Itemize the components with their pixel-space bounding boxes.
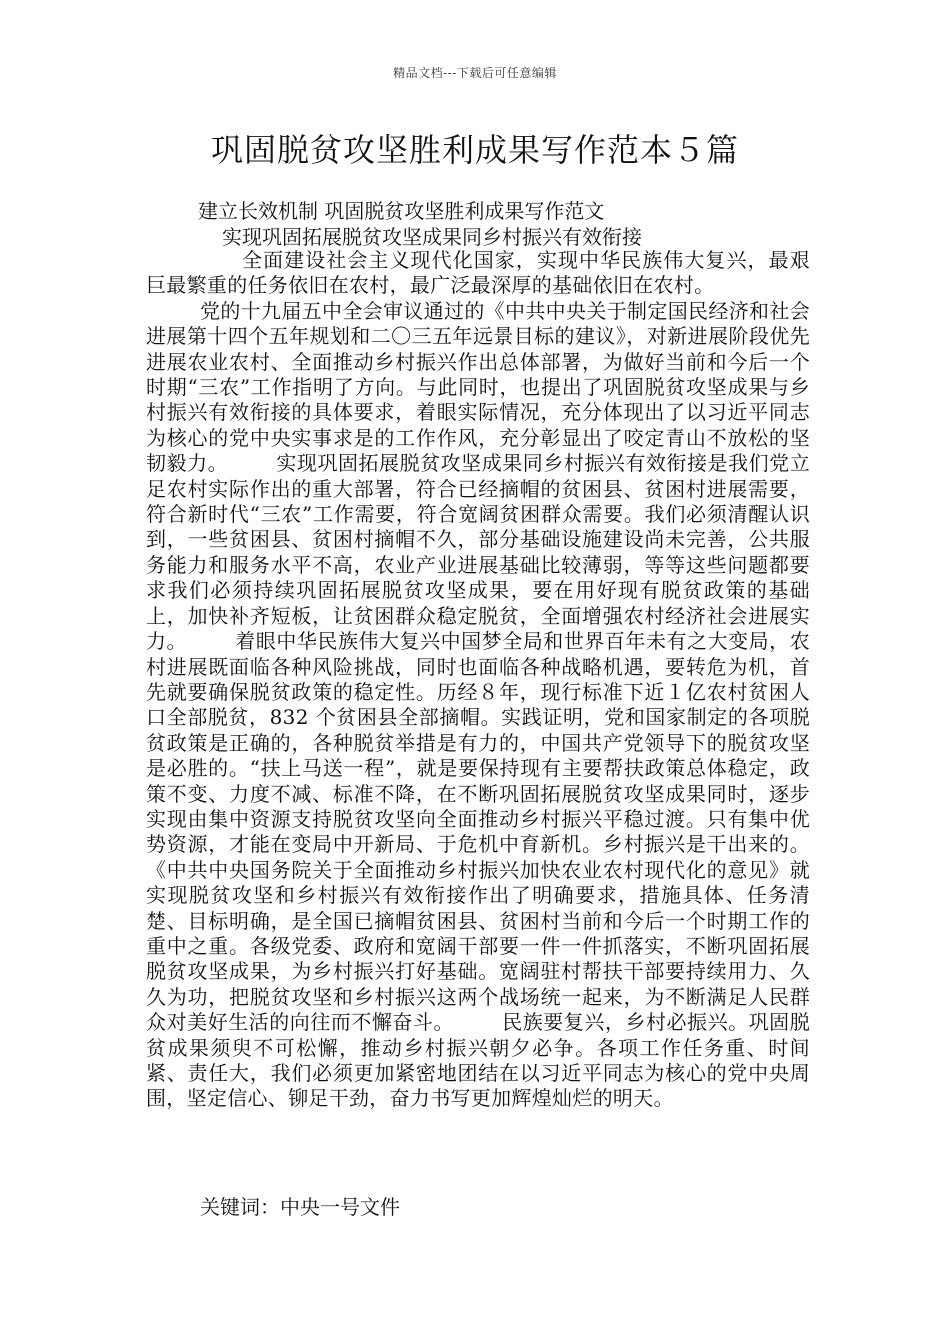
paragraph-main-part-2: 实现巩固拓展脱贫攻坚成果同乡村振兴有效衔接是我们党立足农村实际作出的重大部署，符合已经摘帽的贫困县、贫困村进展需要，符合新时代“三农”工作需要，符合宽阔贫困群众需要。我们必须清醒认识到，一些贫困县、贫困村摘帽不久，部分基础设施建设尚未完善，公共服务能力和服务水平不高，农业产业进展基础比较薄弱，等等这些问题都要求我们必须持续巩固拓展脱贫攻坚成果，要在用好现有脱贫政策的基础上，加快补齐短板，让贫困群众稳定脱贫，全面增强农村经济社会进展实力。 [146,451,810,654]
paragraph-main-part-4: 民族要复兴，乡村必振兴。巩固脱贫成果须臾不可松懈，推动乡村振兴朝夕必争。各项工作任务重、时间紧、责任大，我们必须更加紧密地团结在以习近平同志为核心的党中央周围，坚定信心、铆足干劲，奋力书写更加辉煌灿烂的明天。 [146,1010,810,1111]
subtitle-secondary: 实现巩固拓展脱贫攻坚成果同乡村振兴有效衔接 [222,225,642,249]
paragraph-main-part-1: 党的十九届五中全会审议通过的《中共中央关于制定国民经济和社会进展第十四个五年规划和二〇三五年远景目标的建议》，对新进展阶段优先进展农业农村、全面推动乡村振兴作出总体部署，为做好当前和今后一个时期“三农”工作指明了方向。与此同时，也提出了巩固脱贫攻坚成果与乡村振兴有效衔接的具体要求，着眼实际情况，充分体现出了以习近平同志为核心的党中央实事求是的工作作风，充分彰显出了咬定青山不放松的坚韧毅力。 [146,298,810,476]
body-text [146,248,810,1112]
paragraph-main-part-3: 着眼中华民族伟大复兴中国梦全局和世界百年未有之大变局，农村进展既面临各种风险挑战，同时也面临各种战略机遇，要转危为机，首先就要确保脱贫政策的稳定性。历经８年，现行标准下近１亿农村贫困人口全部脱贫，832 个贫困县全部摘帽。实践证明，党和国家制定的各项脱贫政策是正确的，各种脱贫举措是有力的，中国共产党领导下的脱贫攻坚是必胜的。“扶上马送一程”，就是要保持现有主要帮扶政策总体稳定，政策不变、力度不减、标准不降，在不断巩固拓展脱贫攻坚成果同时，逐步实现由集中资源支持脱贫攻坚向全面推动乡村振兴平稳过渡。只有集中优势资源，才能在变局中开新局、于危机中育新机。乡村振兴是干出来的。《中共中央国务院关于全面推动乡村振兴加快农业农村现代化的意见》就实现脱贫攻坚和乡村振兴有效衔接作出了明确要求，措施具体、任务清楚、目标明确，是全国已摘帽贫困县、贫困村当前和今后一个时期工作的重中之重。各级党委、政府和宽阔干部要一件一件抓落实，不断巩固拓展脱贫攻坚成果，为乡村振兴打好基础。宽阔驻村帮扶干部要持续用力、久久为功，把脱贫攻坚和乡村振兴这两个战场统一起来，为不断满足人民群众对美好生活的向往而不懈奋斗。 [146,629,810,1035]
subtitle-primary: 建立长效机制 巩固脱贫攻坚胜利成果写作范文 [198,199,605,223]
paragraph-intro: 全面建设社会主义现代化国家，实现中华民族伟大复兴，最艰巨最繁重的任务依旧在农村，最广泛最深厚的基础依旧在农村。 [146,248,810,298]
document-title: 巩固脱贫攻坚胜利成果写作范本５篇 [210,131,739,169]
keywords-line: 关键词：中央一号文件 [200,1195,400,1219]
header-note: 精品文档---下载后可任意编辑 [393,66,557,80]
paragraph-main [146,299,810,1112]
